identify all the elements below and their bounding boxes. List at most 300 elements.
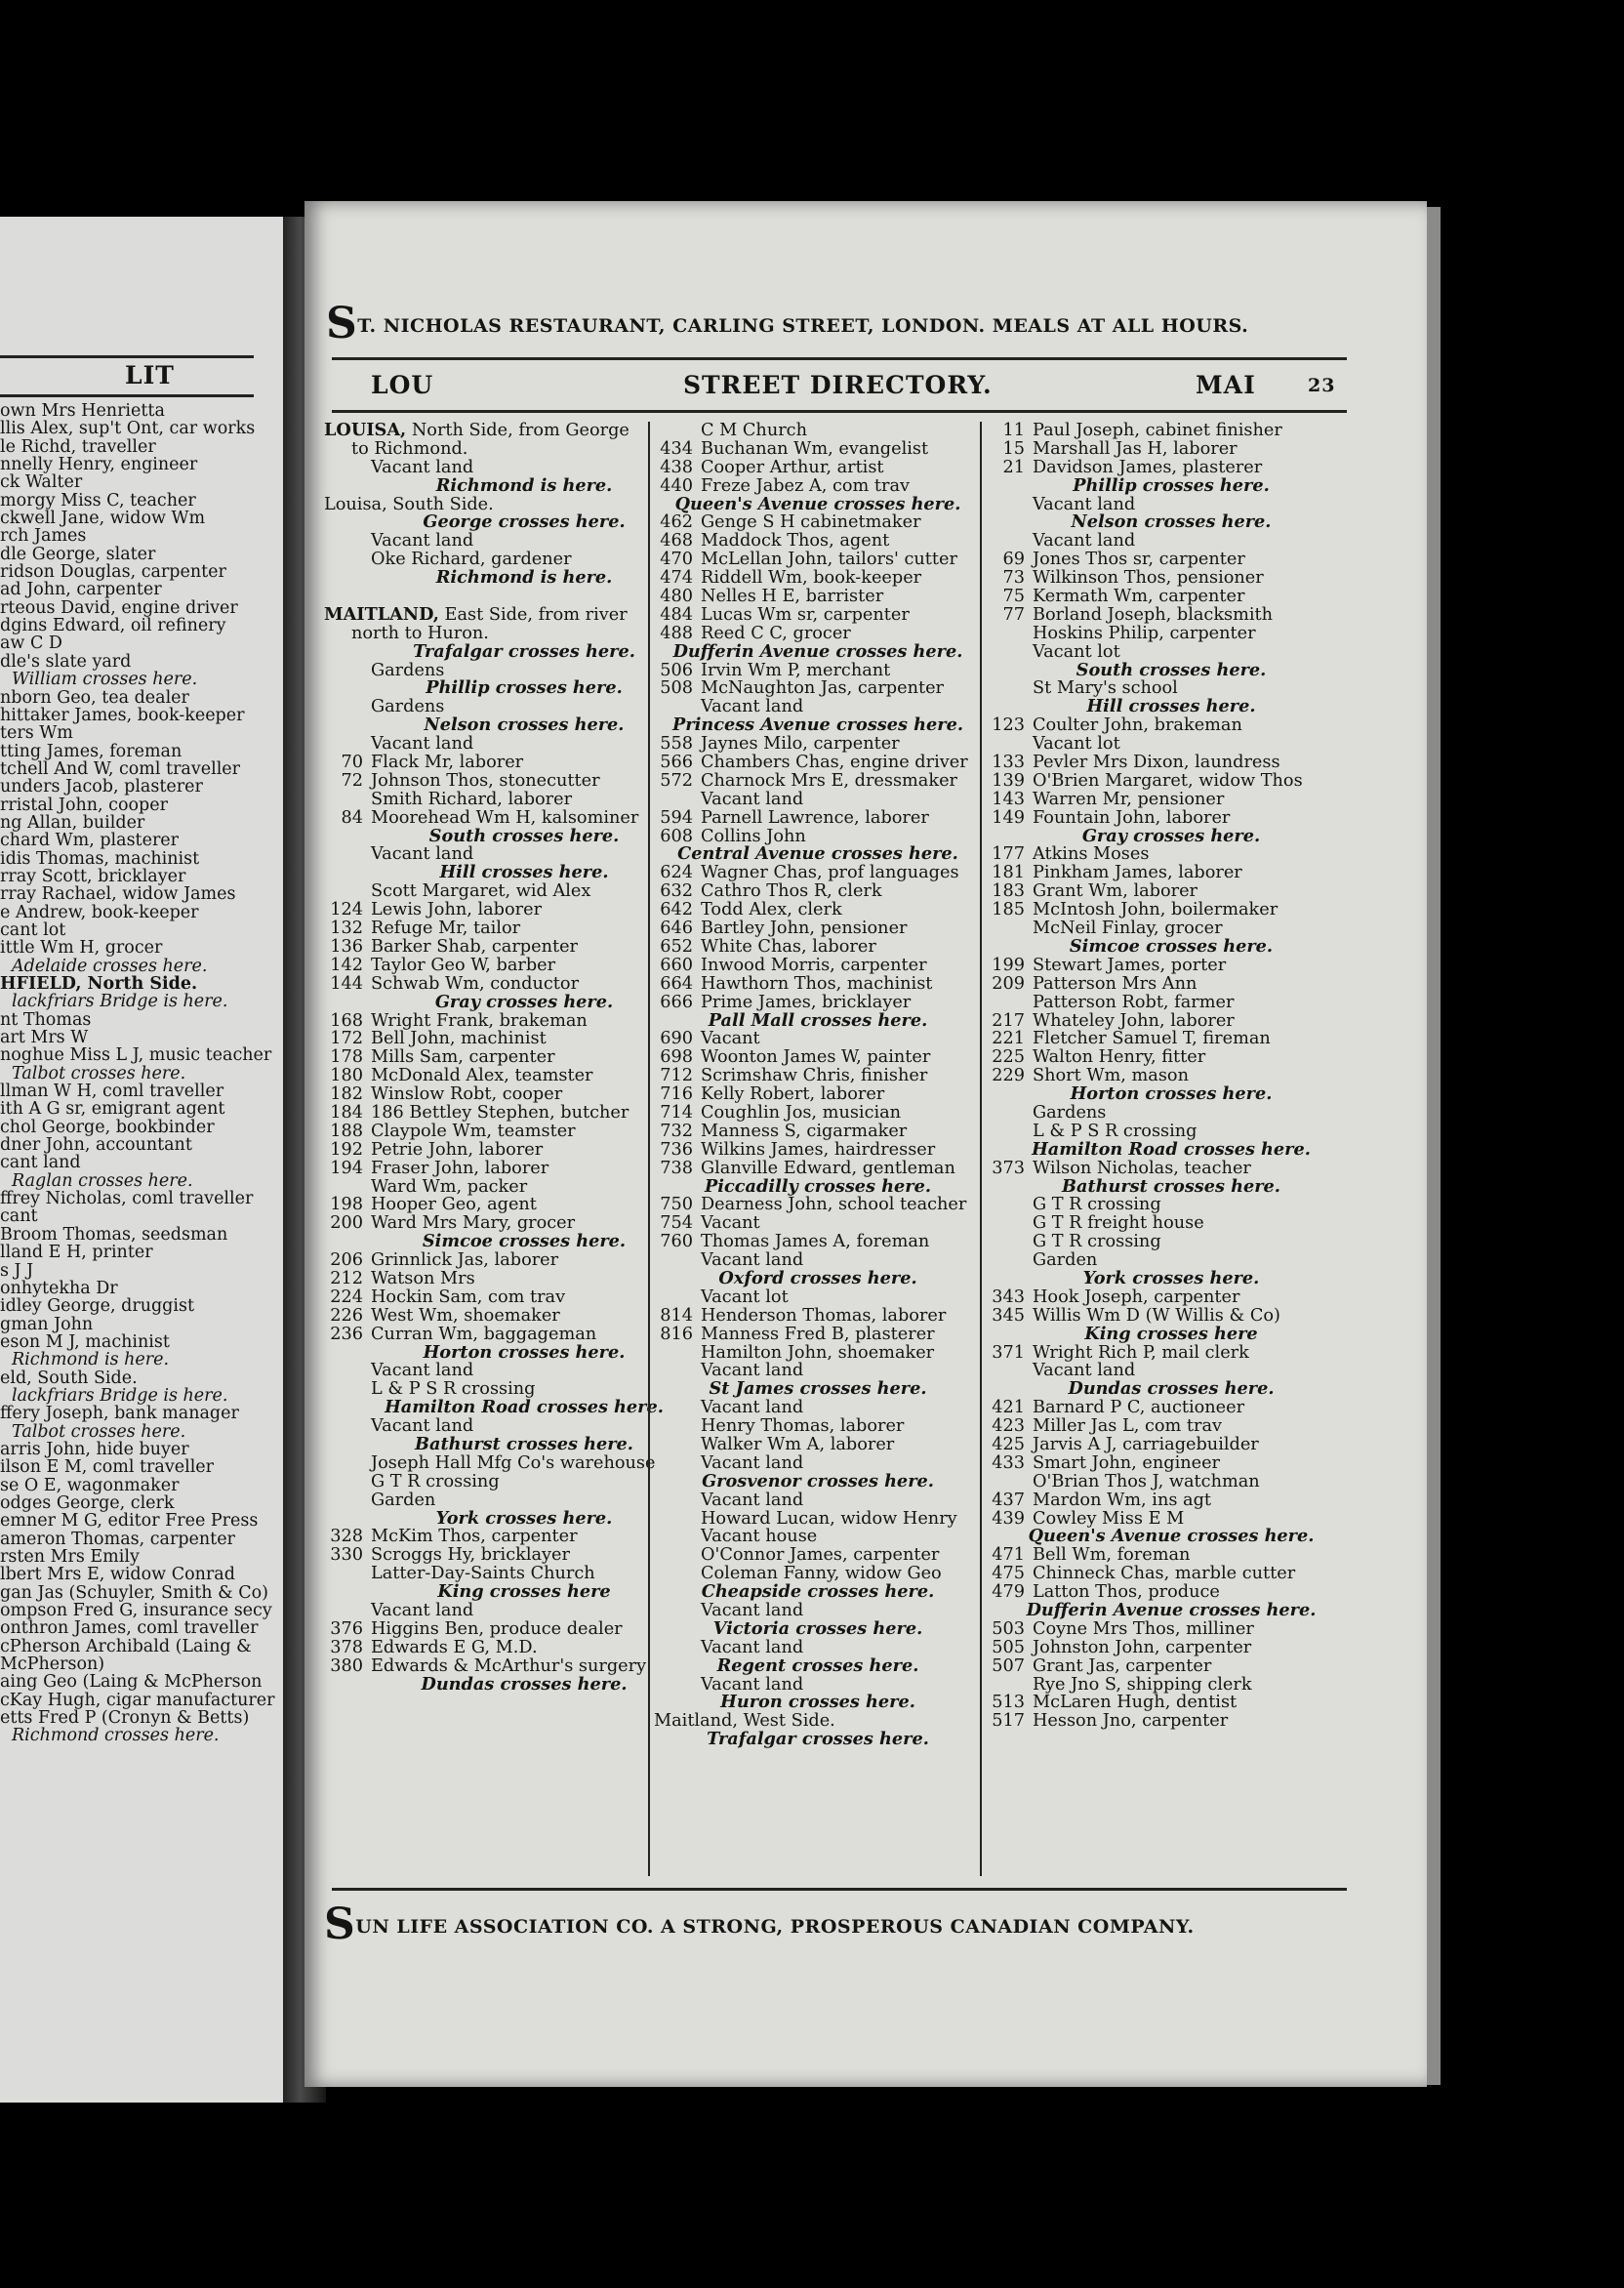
- entry-text: Vacant land: [371, 531, 474, 552]
- directory-entry: [986, 1104, 1357, 1123]
- entry-text: Barnard P C, auctioneer: [1033, 1398, 1245, 1418]
- directory-entry: [654, 625, 982, 643]
- directory-entry: [986, 1546, 1357, 1565]
- left-listing-line: idis Thomas, machinist: [0, 848, 200, 869]
- house-number: 180: [330, 1066, 363, 1086]
- entry-text: Pevler Mrs Dixon, laundress: [1033, 753, 1280, 773]
- directory-entry: [654, 1399, 982, 1417]
- left-listing-line: se O E, wagonmaker: [0, 1475, 180, 1495]
- left-listing-line: rray Rachael, widow James: [0, 884, 236, 905]
- directory-entry: [654, 569, 982, 588]
- entry-text: Jarvis A J, carriagebuilder: [1033, 1434, 1259, 1454]
- entry-text: Ward Mrs Mary, grocer: [371, 1213, 576, 1234]
- directory-entry: [654, 1344, 982, 1363]
- entry-text: L & P S R crossing: [1033, 1121, 1198, 1141]
- directory-entry: [654, 477, 982, 496]
- house-number: 666: [660, 992, 693, 1012]
- entry-text: Coulter John, brakeman: [1033, 715, 1242, 736]
- directory-entry: [654, 1030, 982, 1048]
- street-heading: LOUISA, North Side, from George: [324, 420, 629, 440]
- left-listing-line: unders Jacob, plasterer: [0, 777, 203, 797]
- directory-entry: [654, 1160, 982, 1178]
- entry-text: Vacant land: [371, 1416, 474, 1437]
- house-number: 72: [341, 770, 363, 791]
- entry-text: Henry Thomas, laborer: [701, 1416, 905, 1437]
- house-number: 475: [992, 1564, 1025, 1584]
- entry-text: Coyne Mrs Thos, milliner: [1033, 1618, 1254, 1639]
- house-number: 21: [1002, 457, 1025, 477]
- directory-entry: [986, 1399, 1357, 1417]
- left-listing-line: ng Allan, builder: [0, 812, 145, 833]
- entry-text: Chinneck Chas, marble cutter: [1033, 1564, 1296, 1584]
- directory-entry: [654, 606, 982, 625]
- column-2: [654, 422, 982, 1749]
- cross-street-line: South crosses here.: [1076, 659, 1267, 680]
- entry-text: Watson Mrs: [371, 1268, 475, 1288]
- entry-text: Vacant: [701, 1029, 760, 1049]
- entry-text: Atkins Moses: [1033, 844, 1150, 865]
- house-number: 185: [992, 900, 1025, 920]
- entry-text: Oke Richard, gardener: [371, 550, 572, 570]
- directory-entry: [654, 772, 982, 791]
- entry-text: Vacant land: [371, 457, 474, 477]
- left-listing-line: noghue Miss L J, music teacher: [0, 1045, 272, 1066]
- entry-text: Woonton James W, painter: [701, 1047, 931, 1068]
- entry-text: Vacant land: [701, 1250, 804, 1271]
- cross-street-line: Phillip crosses here.: [1073, 474, 1270, 496]
- house-number: 229: [992, 1066, 1025, 1086]
- house-number: 198: [330, 1195, 363, 1215]
- banner-initial: S: [326, 299, 358, 348]
- footer-rule: [332, 1888, 1347, 1891]
- left-listing-line: Broom Thomas, seedsman: [0, 1224, 228, 1245]
- entry-text: Todd Alex, clerk: [701, 900, 842, 920]
- entry-text: Smith Richard, laborer: [371, 789, 573, 809]
- directory-entry: [654, 1307, 982, 1326]
- column-3: [986, 422, 1357, 1731]
- entry-text: Gardens: [371, 697, 445, 717]
- entry-text: Coleman Fanny, widow Geo: [701, 1564, 942, 1584]
- entry-text: Marshall Jas H, laborer: [1033, 438, 1238, 459]
- entry-text: Stewart James, porter: [1033, 955, 1227, 975]
- directory-entry: [654, 1510, 982, 1529]
- entry-text: Bell John, machinist: [371, 1029, 547, 1049]
- left-listing-line: McPherson): [0, 1655, 105, 1675]
- header-rule-bottom: [332, 410, 1347, 413]
- cross-street-line: Dufferin Avenue crosses here.: [672, 640, 963, 662]
- directory-entry: [654, 422, 982, 440]
- entry-text: Grant Jas, carpenter: [1033, 1655, 1212, 1676]
- house-number: 149: [992, 807, 1025, 828]
- cross-street-line: Richmond is here.: [435, 474, 613, 496]
- entry-text: Garden: [371, 1490, 436, 1510]
- house-number: 690: [660, 1029, 693, 1049]
- entry-text: Schwab Wm, conductor: [371, 973, 580, 994]
- entry-text: Vacant land: [371, 844, 474, 865]
- cross-street-line: Hamilton Road crosses here.: [385, 1397, 664, 1418]
- directory-entry: [986, 1620, 1357, 1639]
- cross-street-line: Cheapside crosses here.: [701, 1581, 935, 1603]
- entry-text: Kelly Robert, laborer: [701, 1084, 885, 1105]
- entry-text: Garden: [1033, 1250, 1098, 1271]
- directory-entry: [654, 1214, 982, 1233]
- left-listing-line: nborn Geo, tea dealer: [0, 687, 189, 708]
- house-number: 646: [660, 919, 693, 939]
- directory-entry: [986, 643, 1357, 662]
- house-number: 572: [660, 770, 693, 791]
- directory-entry: [654, 1528, 982, 1546]
- entry-text: McDonald Alex, teamster: [371, 1066, 593, 1086]
- entry-text: Vacant land: [701, 697, 804, 717]
- house-number: 434: [660, 438, 693, 459]
- directory-entry: [986, 588, 1357, 606]
- header-right-word: MAI: [1196, 371, 1256, 399]
- house-number: 132: [330, 919, 363, 939]
- directory-entry: [654, 938, 982, 957]
- directory-entry: [654, 1288, 982, 1307]
- entry-text: Walker Wm A, laborer: [701, 1434, 895, 1454]
- house-number: 508: [660, 678, 693, 699]
- left-listing-line: Talbot crosses here.: [12, 1063, 186, 1083]
- house-number: 471: [992, 1545, 1025, 1566]
- cross-street-line: George crosses here.: [423, 511, 626, 533]
- entry-text: Joseph Hall Mfg Co's warehouse: [371, 1452, 656, 1473]
- directory-entry: [986, 1233, 1357, 1251]
- left-listing-line: ffrey Nicholas, coml traveller: [0, 1189, 254, 1209]
- house-number: 750: [660, 1195, 693, 1215]
- entry-text: Ward Wm, packer: [371, 1176, 528, 1197]
- house-number: 423: [992, 1416, 1025, 1437]
- entry-text: McNeil Finlay, grocer: [1033, 919, 1223, 939]
- entry-text: Collins John: [701, 826, 806, 846]
- entry-text: Paul Joseph, cabinet finisher: [1033, 421, 1282, 440]
- left-listing-line: ith A G sr, emigrant agent: [0, 1099, 225, 1120]
- left-listing-line: ilson E M, coml traveller: [0, 1457, 215, 1478]
- house-number: 192: [330, 1139, 363, 1160]
- left-listing-line: le Richd, traveller: [0, 436, 156, 457]
- house-number: 425: [992, 1434, 1025, 1454]
- left-listing-line: onhytekha Dr: [0, 1278, 118, 1298]
- left-listing-line: rsten Mrs Emily: [0, 1547, 140, 1567]
- entry-text: Hesson Jno, carpenter: [1033, 1711, 1229, 1732]
- entry-text: Patterson Robt, farmer: [1033, 992, 1235, 1012]
- directory-entry: [986, 716, 1357, 735]
- house-number: 183: [992, 881, 1025, 902]
- house-number: 716: [660, 1084, 693, 1105]
- house-number: 182: [330, 1084, 363, 1105]
- directory-entry: [986, 1712, 1357, 1731]
- cross-street-line: Phillip crosses here.: [426, 677, 623, 699]
- house-number: 754: [660, 1213, 693, 1234]
- left-listing-line: Richmond is here.: [12, 1350, 170, 1370]
- directory-entry: [654, 1067, 982, 1085]
- house-number: 143: [992, 789, 1025, 809]
- cross-street-line: Regent crosses here.: [716, 1655, 919, 1676]
- directory-entry: [654, 1639, 982, 1657]
- directory-entry: [654, 459, 982, 477]
- bottom-banner: [324, 1900, 1398, 1949]
- directory-entry: [986, 606, 1357, 625]
- house-number: 484: [660, 604, 693, 625]
- directory-entry: [986, 772, 1357, 791]
- cross-street-line: Gray crosses here.: [1081, 825, 1261, 846]
- house-number: 188: [330, 1121, 363, 1141]
- house-number: 736: [660, 1139, 693, 1160]
- entry-text: Fletcher Samuel T, fireman: [1033, 1029, 1271, 1049]
- entry-text: Grinnlick Jas, laborer: [371, 1250, 559, 1271]
- directory-entry: [986, 1565, 1357, 1583]
- entry-text: Bartley John, pensioner: [701, 919, 908, 939]
- house-number: 84: [341, 807, 363, 828]
- house-number: 168: [330, 1010, 363, 1031]
- entry-text: Pinkham James, laborer: [1033, 863, 1242, 883]
- entry-text: Curran Wm, baggageman: [371, 1324, 597, 1344]
- directory-entry: [986, 1676, 1357, 1695]
- left-listing-line: cPherson Archibald (Laing &: [0, 1636, 252, 1656]
- cross-street-line: York crosses here.: [435, 1507, 613, 1529]
- entry-text: Inwood Morris, carpenter: [701, 955, 927, 975]
- entry-text: Prime James, bricklayer: [701, 992, 912, 1012]
- directory-entry: [986, 864, 1357, 882]
- left-listing-line: ffery Joseph, bank manager: [0, 1404, 239, 1424]
- entry-text: Hook Joseph, carpenter: [1033, 1287, 1240, 1307]
- directory-entry: [986, 1196, 1357, 1214]
- entry-text: Patterson Mrs Ann: [1033, 973, 1198, 994]
- entry-text: McLaren Hugh, dentist: [1033, 1693, 1238, 1713]
- directory-entry: [654, 957, 982, 975]
- directory-entry: [986, 845, 1357, 864]
- directory-entry: [654, 975, 982, 994]
- entry-text: Wilkinson Thos, pensioner: [1033, 568, 1264, 589]
- house-number: 642: [660, 900, 693, 920]
- house-number: 480: [660, 587, 693, 607]
- directory-entry: [986, 1436, 1357, 1454]
- house-number: 507: [992, 1655, 1025, 1676]
- entry-text: Gardens: [1033, 1102, 1107, 1123]
- entry-text: Vacant land: [371, 1601, 474, 1620]
- left-listing-line: ridson Douglas, carpenter: [0, 562, 226, 583]
- left-listing-line: lland E H, printer: [0, 1243, 153, 1263]
- directory-entry: [654, 1141, 982, 1160]
- directory-entry: [654, 532, 982, 551]
- left-listing-line: chard Wm, plasterer: [0, 831, 180, 851]
- cross-street-line: Hill crosses here.: [439, 862, 609, 883]
- house-number: 488: [660, 623, 693, 643]
- left-listing-line: etts Fred P (Cronyn & Betts): [0, 1708, 250, 1729]
- entry-text: McIntosh John, boilermaker: [1033, 900, 1279, 920]
- entry-text: Warren Mr, pensioner: [1033, 789, 1225, 809]
- house-number: 11: [1002, 421, 1025, 440]
- directory-entry: [986, 1491, 1357, 1510]
- house-number: 343: [992, 1287, 1025, 1307]
- left-listing-line: arris John, hide buyer: [0, 1439, 189, 1459]
- left-listing-line: hittaker James, book-keeper: [0, 705, 245, 725]
- house-number: 224: [330, 1287, 363, 1307]
- entry-text: Mills Sam, carpenter: [371, 1047, 555, 1068]
- cross-street-line: Trafalgar crosses here.: [413, 640, 635, 662]
- left-listing-line: rray Scott, bricklayer: [0, 866, 186, 886]
- cross-street-line: Gray crosses here.: [434, 991, 614, 1012]
- house-number: 139: [992, 770, 1025, 791]
- directory-entry: [654, 662, 982, 680]
- house-number: 732: [660, 1121, 693, 1141]
- entry-text: 186 Bettley Stephen, butcher: [371, 1102, 629, 1123]
- directory-entry: [986, 735, 1357, 754]
- directory-entry: [654, 440, 982, 459]
- entry-text: Cathro Thos R, clerk: [701, 881, 882, 902]
- directory-entry: [654, 513, 982, 532]
- house-number: 330: [330, 1545, 363, 1566]
- entry-text: Irvin Wm P, merchant: [701, 660, 891, 680]
- cross-street-line: Nelson crosses here.: [1071, 511, 1272, 533]
- cross-street-line: King crosses here: [1084, 1323, 1258, 1344]
- banner-text: T. NICHOLAS RESTAURANT, CARLING STREET, LONDON. MEALS AT ALL HOURS.: [357, 315, 1249, 337]
- left-listing-line: art Mrs W: [0, 1028, 89, 1048]
- entry-text: Kermath Wm, carpenter: [1033, 587, 1245, 607]
- entry-text: Vacant land: [1033, 1361, 1136, 1381]
- entry-text: Borland Joseph, blacksmith: [1033, 604, 1274, 625]
- left-listing-line: tchell And W, coml traveller: [0, 758, 241, 779]
- house-number: 199: [992, 955, 1025, 975]
- house-number: 172: [330, 1029, 363, 1049]
- directory-entry: [654, 1436, 982, 1454]
- left-listing-line: onthron James, coml traveller: [0, 1618, 259, 1639]
- entry-text: Thomas James A, foreman: [701, 1232, 930, 1252]
- footer-initial: S: [324, 1900, 356, 1949]
- directory-entry: [986, 1307, 1357, 1326]
- entry-text: Wright Rich P, mail clerk: [1033, 1342, 1249, 1363]
- entry-text: Hawthorn Thos, machinist: [701, 973, 933, 994]
- left-listing-line: HFIELD, North Side.: [0, 974, 198, 994]
- house-number: 421: [992, 1398, 1025, 1418]
- cross-street-line: Dundas crosses here.: [1068, 1378, 1275, 1400]
- left-listing-line: lackfriars Bridge is here.: [12, 1385, 228, 1406]
- directory-entry: [986, 1288, 1357, 1307]
- cross-street-line: Hamilton Road crosses here.: [1032, 1138, 1311, 1160]
- street-heading: MAITLAND, East Side, from river: [324, 603, 628, 625]
- directory-entry: [986, 1160, 1357, 1178]
- directory-entry: [654, 919, 982, 938]
- cross-street-line: Dufferin Avenue crosses here.: [1026, 1600, 1317, 1620]
- cross-street-line: Nelson crosses here.: [424, 715, 625, 736]
- entry-text: Vacant lot: [701, 1287, 789, 1307]
- house-number: 474: [660, 568, 693, 589]
- directory-entry: [654, 1104, 982, 1123]
- directory-entry: [986, 1344, 1357, 1363]
- left-listing-line: aing Geo (Laing & McPherson: [0, 1672, 263, 1693]
- left-listing-line: eld, South Side.: [0, 1368, 138, 1388]
- entry-text: O'Brian Thos J, watchman: [1033, 1471, 1260, 1491]
- entry-text: Wright Frank, brakeman: [371, 1010, 588, 1031]
- left-listing-line: odges George, clerk: [0, 1492, 175, 1513]
- entry-text: G T R crossing: [1033, 1232, 1161, 1252]
- house-number: 77: [1002, 604, 1025, 625]
- house-number: 814: [660, 1305, 693, 1326]
- left-listing-line: idley George, druggist: [0, 1296, 194, 1317]
- house-number: 226: [330, 1305, 363, 1326]
- left-header-rule-bottom: [0, 394, 254, 397]
- left-listing-line: rch James: [0, 526, 87, 547]
- house-number: 594: [660, 807, 693, 828]
- header-title: STREET DIRECTORY.: [683, 371, 993, 399]
- directory-entry: [986, 1417, 1357, 1436]
- cross-street-line: Horton crosses here.: [1070, 1083, 1273, 1105]
- directory-entry: [986, 791, 1357, 809]
- house-number: 608: [660, 826, 693, 846]
- street-heading: Louisa, South Side.: [324, 494, 494, 514]
- entry-text: Gardens: [371, 660, 445, 680]
- house-number: 206: [330, 1250, 363, 1271]
- cross-street-line: Dundas crosses here.: [421, 1673, 628, 1695]
- cross-street-line: Queen's Avenue crosses here.: [674, 493, 961, 514]
- directory-entry: [654, 994, 982, 1012]
- directory-entry: [986, 1030, 1357, 1048]
- page-edge: [1427, 207, 1441, 2085]
- left-listing-line: nt Thomas: [0, 1009, 92, 1030]
- entry-text: Bell Wm, foreman: [1033, 1545, 1191, 1566]
- house-number: 517: [992, 1711, 1025, 1732]
- house-number: 760: [660, 1232, 693, 1252]
- house-number: 503: [992, 1618, 1025, 1639]
- house-number: 184: [330, 1102, 363, 1123]
- house-number: 652: [660, 936, 693, 957]
- cross-street-line: Bathurst crosses here.: [415, 1433, 633, 1454]
- directory-entry: [986, 1123, 1357, 1141]
- cross-street-line: Grosvenor crosses here.: [702, 1470, 934, 1491]
- entry-text: Willis Wm D (W Willis & Co): [1033, 1305, 1280, 1326]
- left-listing-line: rristal John, cooper: [0, 795, 168, 815]
- entry-text: Moorehead Wm H, kalsominer: [371, 807, 639, 828]
- page-header: [332, 361, 1337, 408]
- cross-street-line: Victoria crosses here.: [712, 1617, 923, 1639]
- entry-text: Higgins Ben, produce dealer: [371, 1618, 623, 1639]
- column-divider-1: [648, 422, 650, 1876]
- entry-text: Vacant land: [1033, 494, 1136, 514]
- entry-text: Edwards & McArthur's surgery: [371, 1655, 647, 1676]
- directory-entry: [654, 1326, 982, 1344]
- house-number: 462: [660, 512, 693, 533]
- directory-entry: [654, 551, 982, 569]
- left-listing-line: Richmond crosses here.: [12, 1726, 220, 1746]
- left-listing-line: ittle Wm H, grocer: [0, 938, 163, 959]
- house-number: 217: [992, 1010, 1025, 1031]
- entry-text: Short Wm, mason: [1033, 1066, 1189, 1086]
- house-number: 468: [660, 531, 693, 552]
- left-listing-line: cant land: [0, 1153, 81, 1173]
- entry-text: Vacant land: [701, 1490, 804, 1510]
- cross-street-line: Pall Mall crosses here.: [708, 1009, 928, 1031]
- directory-entry: [654, 1546, 982, 1565]
- cross-street-line: York crosses here.: [1082, 1267, 1260, 1288]
- directory-entry: [986, 901, 1357, 919]
- directory-entry: [986, 532, 1357, 551]
- directory-entry: [654, 1454, 982, 1473]
- house-number: 73: [1002, 568, 1025, 589]
- entry-text: Scroggs Hy, bricklayer: [371, 1545, 570, 1566]
- directory-entry: [654, 735, 982, 754]
- directory-entry: [654, 1233, 982, 1251]
- entry-text: Fraser John, laborer: [371, 1158, 549, 1178]
- entry-text: Wilkins James, hairdresser: [701, 1139, 936, 1160]
- house-number: 506: [660, 660, 693, 680]
- left-listing-line: nnelly Henry, engineer: [0, 455, 198, 475]
- house-number: 212: [330, 1268, 363, 1288]
- directory-entry: [654, 809, 982, 828]
- entry-text: Vacant land: [701, 1637, 804, 1657]
- left-listing-line: ters Wm: [0, 723, 73, 744]
- left-listing-line: Raglan crosses here.: [12, 1170, 193, 1191]
- directory-entry: [986, 957, 1357, 975]
